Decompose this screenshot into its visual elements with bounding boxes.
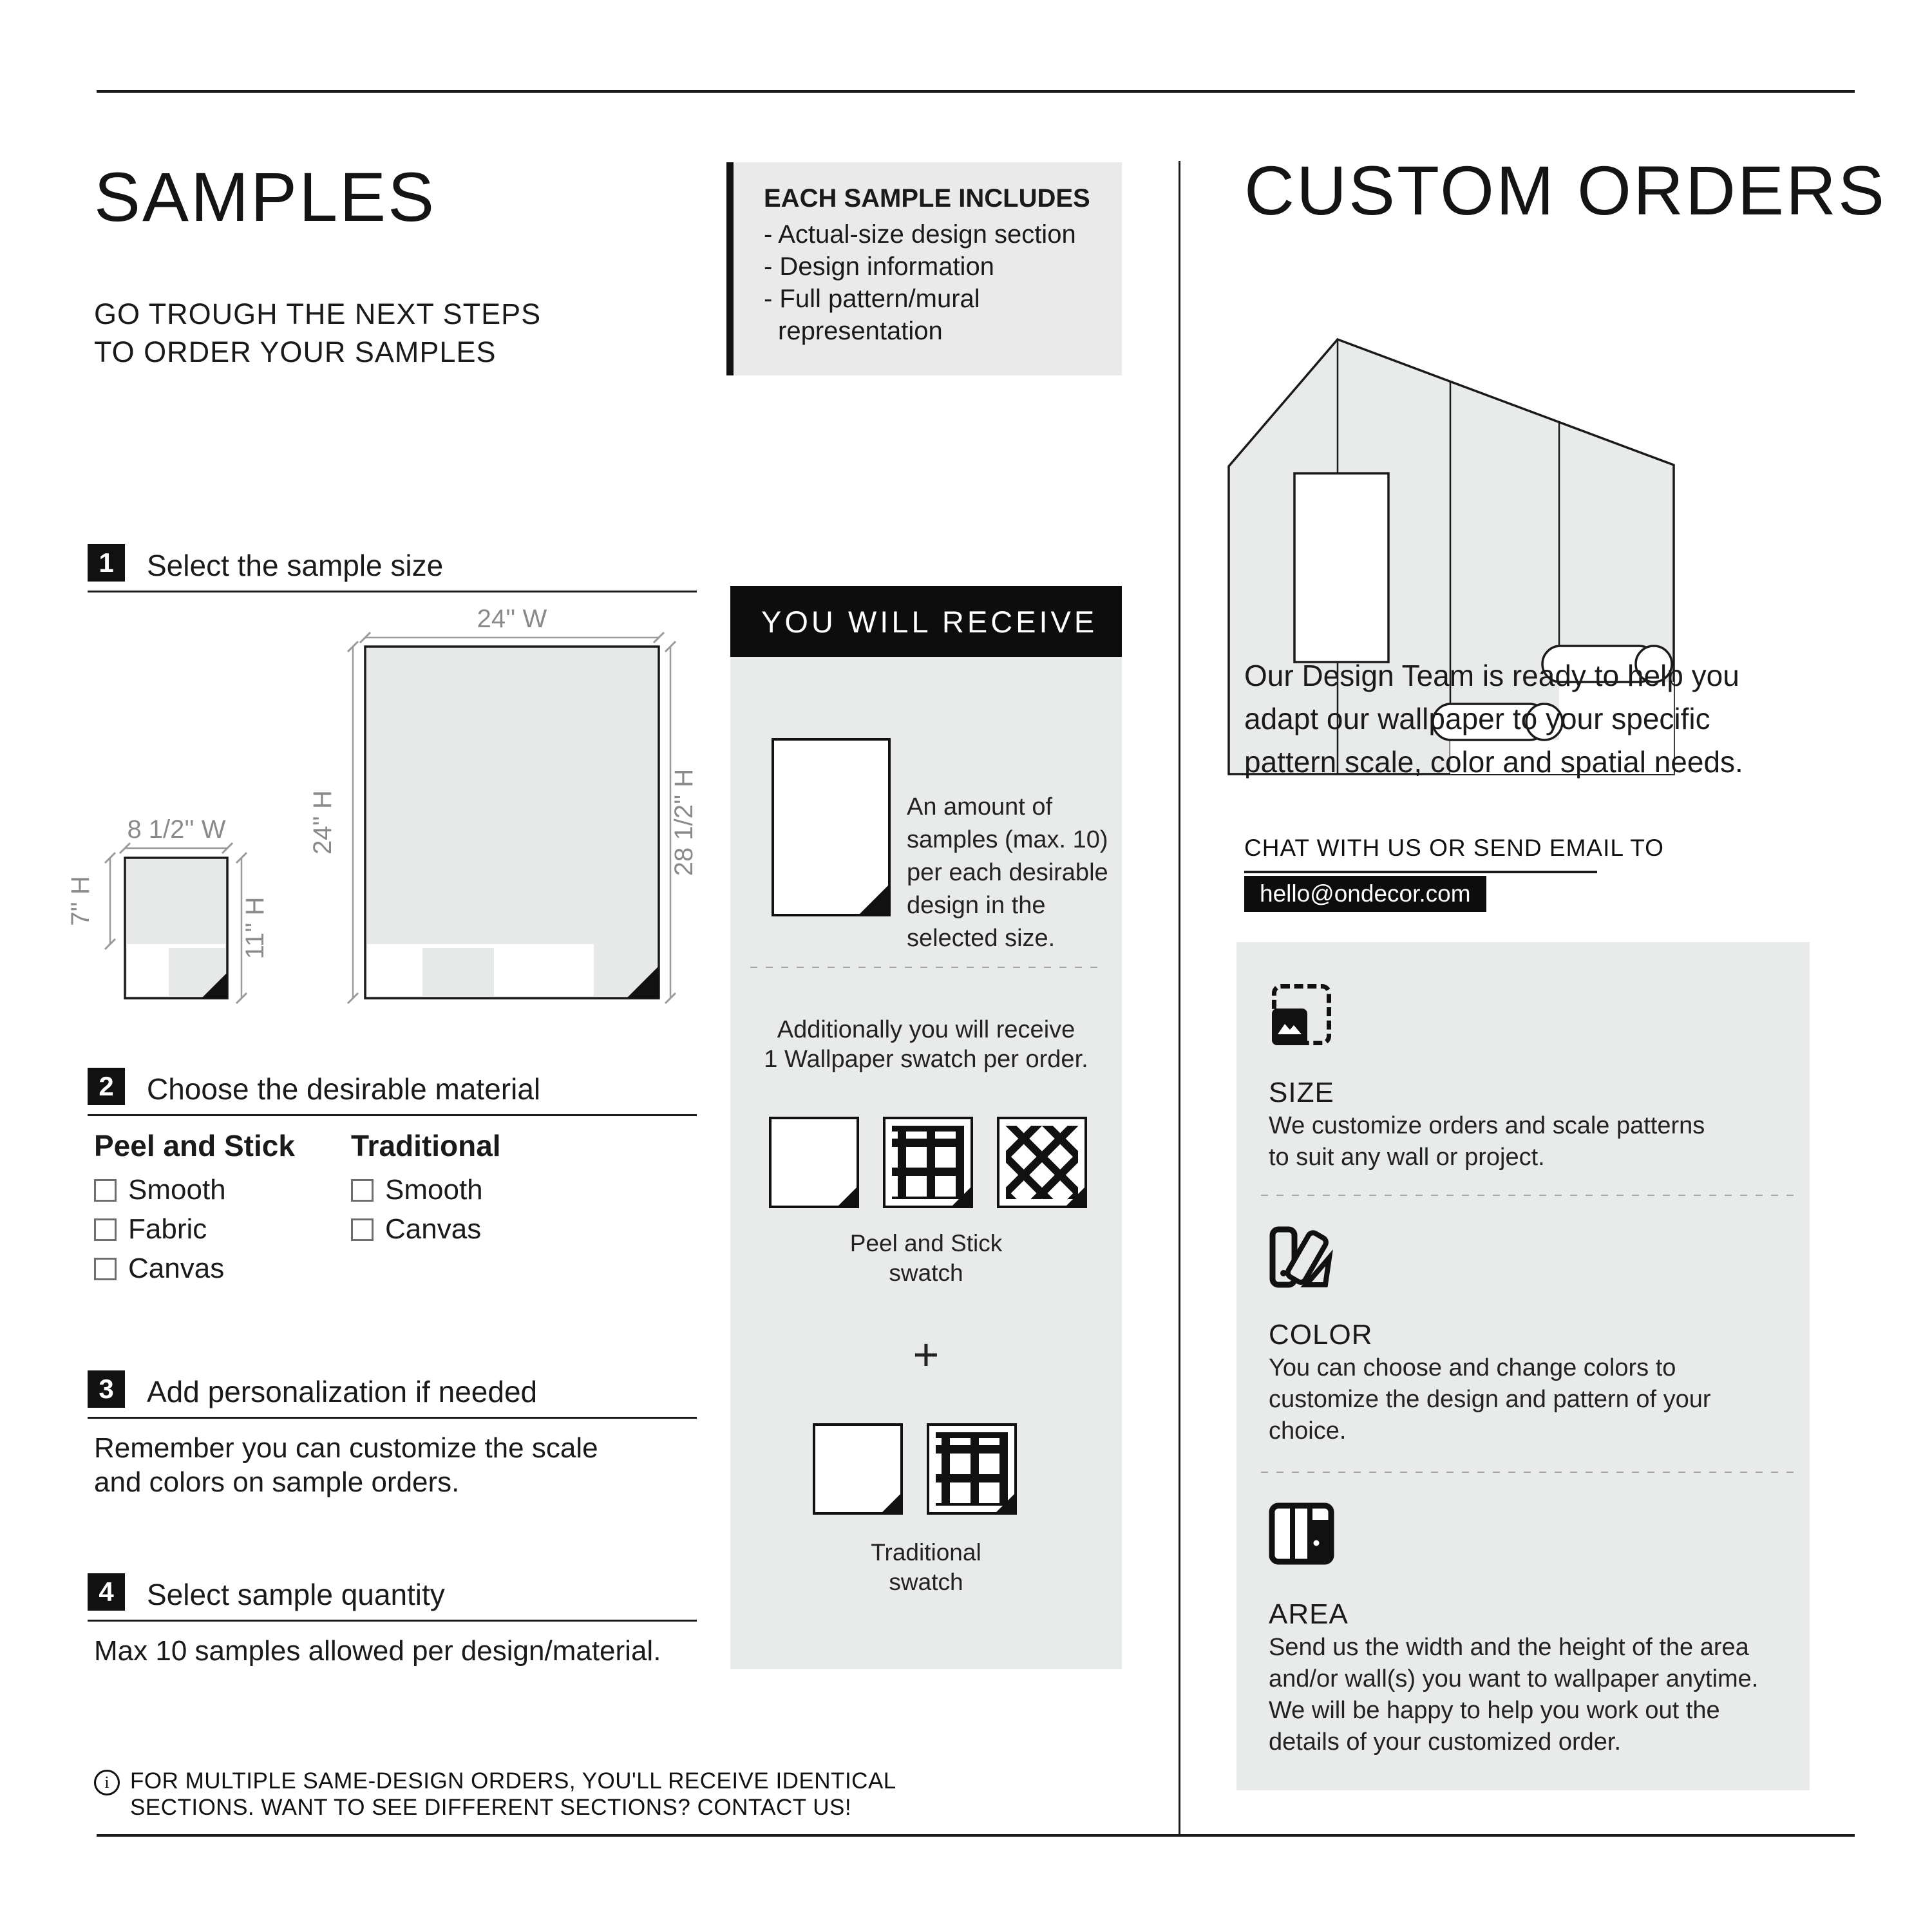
receive-desc-line: samples (max. 10): [907, 826, 1108, 853]
feature-area-line: details of your customized order.: [1269, 1728, 1622, 1756]
swatch-grid-icon: [927, 1423, 1017, 1515]
checkbox-icon[interactable]: [351, 1218, 374, 1241]
large-sample-swatch-square: [422, 948, 494, 996]
checkbox-icon[interactable]: [94, 1179, 117, 1202]
info-icon: i: [94, 1770, 120, 1795]
features-dashed-divider: [1261, 1195, 1795, 1196]
receive-desc-line: An amount of: [907, 793, 1053, 820]
you-will-receive-banner: YOU WILL RECEIVE: [730, 586, 1122, 657]
quantity-note: Max 10 samples allowed per design/material.: [94, 1635, 661, 1667]
option-peel-canvas[interactable]: [94, 1253, 224, 1285]
top-rule: [97, 90, 1855, 93]
personalization-note-line1: Remember you can customize the scale: [94, 1432, 598, 1464]
contact-underline: [1244, 871, 1597, 873]
traditional-swatch-label-line1: Traditional: [871, 1539, 981, 1566]
large-height-right-label: 28 1/2'' H: [670, 768, 698, 876]
material-traditional-title: Traditional: [351, 1129, 501, 1162]
samples-intro-line1: GO TROUGH THE NEXT STEPS: [94, 298, 542, 330]
feature-area-title: AREA: [1269, 1598, 1349, 1630]
swatch-grid-icon: [883, 1117, 973, 1208]
swatch-blank-icon: [769, 1117, 859, 1208]
grid-pattern-icon: [892, 1126, 964, 1199]
large-width-label: 24'' W: [477, 605, 547, 633]
small-height-right-label: 11'' H: [241, 896, 269, 960]
small-height-left-label: 7'' H: [66, 876, 95, 926]
peel-swatch-label-line1: Peel and Stick: [849, 1230, 1003, 1256]
sample-sheet-icon: [772, 738, 891, 916]
feature-size-line: We customize orders and scale patterns: [1269, 1112, 1705, 1139]
step-1-badge: 1: [88, 544, 125, 582]
window: [1294, 473, 1388, 662]
includes-box-accent-bar: [726, 162, 734, 375]
custom-intro-line2: adapt our wallpaper to your specific: [1244, 702, 1710, 735]
footnote-line1: FOR MULTIPLE SAME-DESIGN ORDERS, YOU'LL RECEIVE IDENTICAL: [130, 1768, 896, 1794]
option-label: Canvas: [128, 1253, 225, 1284]
feature-area-line: and/or wall(s) you want to wallpaper anytime.: [1269, 1665, 1759, 1692]
step-4-badge: 4: [88, 1573, 125, 1611]
contact-label: CHAT WITH US OR SEND EMAIL TO: [1244, 835, 1664, 861]
area-wall-door-icon: [1269, 1502, 1334, 1565]
step-1-title: Select the sample size: [147, 549, 444, 582]
step-2-underline: [88, 1114, 697, 1116]
option-traditional-canvas[interactable]: [351, 1213, 481, 1245]
footnote-line2: SECTIONS. WANT TO SEE DIFFERENT SECTIONS? CONTACT US!: [130, 1795, 852, 1820]
option-traditional-smooth[interactable]: [351, 1174, 483, 1206]
checkbox-icon[interactable]: [94, 1258, 117, 1280]
step-2-badge: 2: [88, 1068, 125, 1105]
includes-item: - Full pattern/mural: [764, 285, 980, 313]
sample-size-diagram: [64, 599, 708, 1024]
feature-color-line: You can choose and change colors to: [1269, 1354, 1676, 1381]
feature-area-line: We will be happy to help you work out the: [1269, 1697, 1720, 1724]
column-divider: [1179, 161, 1180, 1834]
option-label: Smooth: [128, 1174, 226, 1206]
peel-swatch-label-line2: swatch: [889, 1260, 963, 1286]
step-1-underline: [88, 591, 697, 592]
receive-desc-line: per each desirable: [907, 859, 1108, 886]
material-peel-and-stick-title: Peel and Stick: [94, 1129, 295, 1162]
step-4-title: Select sample quantity: [147, 1578, 445, 1611]
step-3-badge: 3: [88, 1370, 125, 1408]
step-4-underline: [88, 1620, 697, 1622]
email-chip[interactable]: hello@ondecor.com: [1244, 876, 1486, 912]
step-3-title: Add personalization if needed: [147, 1375, 538, 1408]
option-peel-fabric[interactable]: [94, 1213, 207, 1245]
option-label: Smooth: [385, 1174, 483, 1206]
includes-title: EACH SAMPLE INCLUDES: [764, 184, 1090, 213]
grid-pattern-icon: [936, 1432, 1008, 1506]
personalization-note-line2: and colors on sample orders.: [94, 1466, 460, 1498]
includes-item: - Actual-size design section: [764, 220, 1076, 249]
option-label: Fabric: [128, 1213, 207, 1245]
feature-color-line: customize the design and pattern of your: [1269, 1386, 1711, 1413]
receive-dashed-divider: [750, 967, 1101, 968]
step-3-underline: [88, 1417, 697, 1419]
custom-intro-line1: Our Design Team is ready to help you: [1244, 659, 1739, 692]
features-dashed-divider: [1261, 1472, 1795, 1473]
scale-size-icon: [1272, 984, 1331, 1045]
step-2-title: Choose the desirable material: [147, 1072, 541, 1106]
bottom-rule: [97, 1834, 1855, 1837]
includes-item: representation: [778, 317, 943, 345]
plus-icon: +: [913, 1329, 940, 1379]
fold-corner-icon: [857, 883, 891, 916]
additional-line1: Additionally you will receive: [777, 1016, 1075, 1043]
feature-size-title: SIZE: [1269, 1077, 1334, 1108]
receive-desc-line: selected size.: [907, 925, 1056, 952]
feature-size-line: to suit any wall or project.: [1269, 1144, 1545, 1171]
custom-intro-line3: pattern scale, color and spatial needs.: [1244, 745, 1743, 779]
feature-color-title: COLOR: [1269, 1319, 1373, 1350]
swatch-crosshatch-icon: [997, 1117, 1087, 1208]
color-swatchbook-icon: [1269, 1226, 1333, 1290]
checkbox-icon[interactable]: [94, 1218, 117, 1241]
feature-color-line: choice.: [1269, 1417, 1347, 1444]
fold-corner-icon: [880, 1492, 903, 1515]
swatch-blank-icon: [813, 1423, 903, 1515]
additional-line2: 1 Wallpaper swatch per order.: [764, 1046, 1088, 1073]
custom-orders-title: CUSTOM ORDERS: [1244, 151, 1887, 229]
fold-corner-icon: [836, 1185, 859, 1208]
includes-item: - Design information: [764, 252, 994, 281]
option-peel-smooth[interactable]: [94, 1174, 226, 1206]
feature-area-line: Send us the width and the height of the area: [1269, 1634, 1749, 1661]
small-width-label: 8 1/2'' W: [127, 815, 226, 844]
checkbox-icon[interactable]: [351, 1179, 374, 1202]
traditional-swatch-label-line2: swatch: [889, 1569, 963, 1595]
samples-intro-line2: TO ORDER YOUR SAMPLES: [94, 336, 497, 368]
image-thumbnail-icon: [1272, 1009, 1307, 1045]
receive-desc-line: design in the: [907, 892, 1046, 919]
samples-title: SAMPLES: [94, 158, 437, 236]
large-height-left-label: 24'' H: [308, 790, 337, 855]
crosshatch-pattern-icon: [1006, 1126, 1078, 1199]
option-label: Canvas: [385, 1213, 482, 1245]
